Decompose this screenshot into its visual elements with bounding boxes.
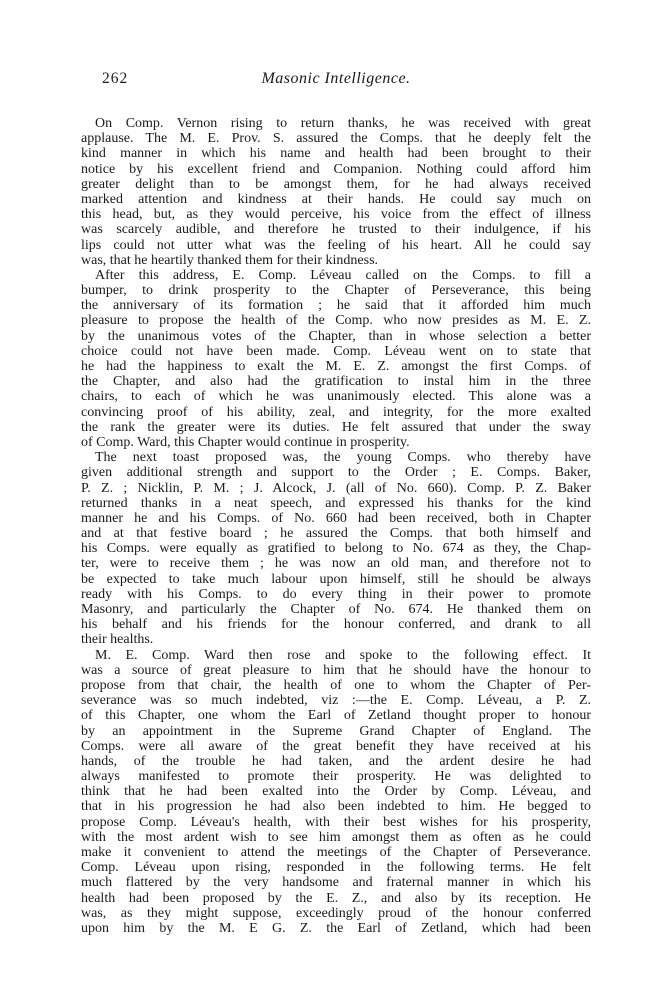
text-line: upon him by the M. E G. Z. the Earl of Zetland, which had been xyxy=(81,920,591,936)
text-line: be expected to take much labour upon himself, still he should be always xyxy=(81,571,591,587)
text-line: of Comp. Ward, this Chapter would continue in prosperity. xyxy=(81,434,410,450)
text-line: was scarcely audible, and therefore he trusted to their indulgence, if his xyxy=(81,222,591,238)
text-line: by the unanimous votes of the Chapter, than in whose selection a better xyxy=(81,328,591,344)
text-line: notice by his excellent friend and Companion. Nothing could afford him xyxy=(81,161,591,177)
text-line: hands, of the trouble he had taken, and the ardent desire he had xyxy=(81,753,591,769)
text-line: much flattered by the very handsome and fraternal manner in which his xyxy=(81,875,591,891)
text-line: Comp. Léveau upon rising, responded in the following terms. He felt xyxy=(81,860,591,876)
text-line: P. Z. ; Nicklin, P. M. ; J. Alcock, J. (all of No. 660). Comp. P. Z. Baker xyxy=(81,480,591,496)
text-line: kind manner in which his name and health had been brought to their xyxy=(81,146,591,162)
text-line: ter, were to receive them ; he was now an old man, and therefore not to xyxy=(81,556,591,572)
text-line: After this address, E. Comp. Léveau called on the Comps. to fill a xyxy=(95,267,591,283)
text-line: of this Chapter, one whom the Earl of Zetland thought proper to honour xyxy=(81,708,591,724)
text-line: ready with his Comps. to do every thing in their power to promote xyxy=(81,586,591,602)
text-line: the Chapter, and also had the gratification to instal him in the three xyxy=(81,374,591,390)
text-line: convincing proof of his ability, zeal, and integrity, for the more exalted xyxy=(81,404,591,420)
text-line: was, that he heartily thanked them for their kindness. xyxy=(81,252,379,268)
text-line: lips could not utter what was the feeling of his heart. All he could say xyxy=(81,237,591,253)
text-line: was, as they might suppose, exceedingly proud of the honour conferred xyxy=(81,905,591,921)
text-line: always manifested to promote their prosperity. He was delighted to xyxy=(81,769,591,785)
text-line: this head, but, as they would perceive, his voice from the effect of illness xyxy=(81,207,591,223)
text-line: and at that festive board ; he assured the Comps. that both himself and xyxy=(81,526,591,542)
text-line: propose from that chair, the health of one to whom the Chapter of Per- xyxy=(81,677,591,693)
text-line: Masonry, and particularly the Chapter of No. 674. He thanked them on xyxy=(81,602,591,617)
paragraph xyxy=(81,268,591,450)
text-line: severance was so much indebted, viz :—the E. Comp. Léveau, a P. Z. xyxy=(81,693,591,709)
text-line: pleasure to propose the health of the Comp. who now presides as M. E. Z. xyxy=(81,313,591,329)
text-line: the rank the greater were its duties. He felt assured that under the sway xyxy=(81,419,591,435)
text-line: The next toast proposed was, the young Comps. who thereby have xyxy=(95,450,591,466)
paragraph xyxy=(81,450,591,647)
text-line: make it convenient to attend the meetings of the Chapter of Perseverance. xyxy=(81,845,591,860)
text-line: choice could not have been made. Comp. Léveau went on to state that xyxy=(81,343,591,359)
text-line: marked attention and kindness at their hands. He could say much on xyxy=(81,191,591,207)
text-line: his behalf and his friends for the honour conferred, and drank to all xyxy=(81,617,591,633)
text-line: was a source of great pleasure to him that he should have the honour to xyxy=(81,662,591,678)
text-line: by an appointment in the Supreme Grand Chapter of England. The xyxy=(81,723,591,739)
text-line: with the most ardent wish to see him amongst them as often as he could xyxy=(81,829,591,845)
text-line: chairs, to each of which he was unanimously elected. This alone was a xyxy=(81,389,591,405)
text-line: On Comp. Vernon rising to return thanks, he was received with great xyxy=(95,116,591,131)
text-line: manner he and his Comps. of No. 660 had been received, both in Chapter xyxy=(81,510,591,526)
text-line: propose Comp. Léveau's health, with their best wishes for his prosperity, xyxy=(81,814,591,830)
text-line: M. E. Comp. Ward then rose and spoke to the following effect. It xyxy=(95,647,591,663)
page-body xyxy=(81,116,591,936)
text-line: think that he had been exalted into the Order by Comp. Léveau, and xyxy=(81,784,591,800)
text-line: applause. The M. E. Prov. S. assured the Comps. that he deeply felt the xyxy=(81,131,591,147)
text-line: bumper, to drink prosperity to the Chapter of Perseverance, this being xyxy=(81,283,591,299)
text-line: their healths. xyxy=(81,632,154,648)
running-title: Masonic Intelligence. xyxy=(261,70,411,87)
text-line: that in his progression he had also been indebted to him. He begged to xyxy=(81,799,591,815)
text-line: the anniversary of its formation ; he said that it afforded him much xyxy=(81,298,591,314)
page-number: 262 xyxy=(102,70,129,87)
paragraph xyxy=(81,116,591,268)
text-line: health had been proposed by the E. Z., and also by its reception. He xyxy=(81,890,591,906)
page-content xyxy=(81,70,591,936)
page-header xyxy=(81,70,591,94)
text-line: greater delight than to be amongst them, for he had always received xyxy=(81,176,591,192)
text-line: given additional strength and support to the Order ; E. Comps. Baker, xyxy=(81,465,591,481)
paragraph xyxy=(81,648,591,937)
text-line: he had the happiness to exalt the M. E. Z. amongst the first Comps. of xyxy=(81,359,591,374)
text-line: returned thanks in a neat speech, and expressed his thanks for the kind xyxy=(81,495,591,511)
text-line: Comps. were all aware of the great benefit they have received at his xyxy=(81,738,591,754)
text-line: his Comps. were equally as gratified to belong to No. 674 as they, the Chap- xyxy=(81,541,591,557)
